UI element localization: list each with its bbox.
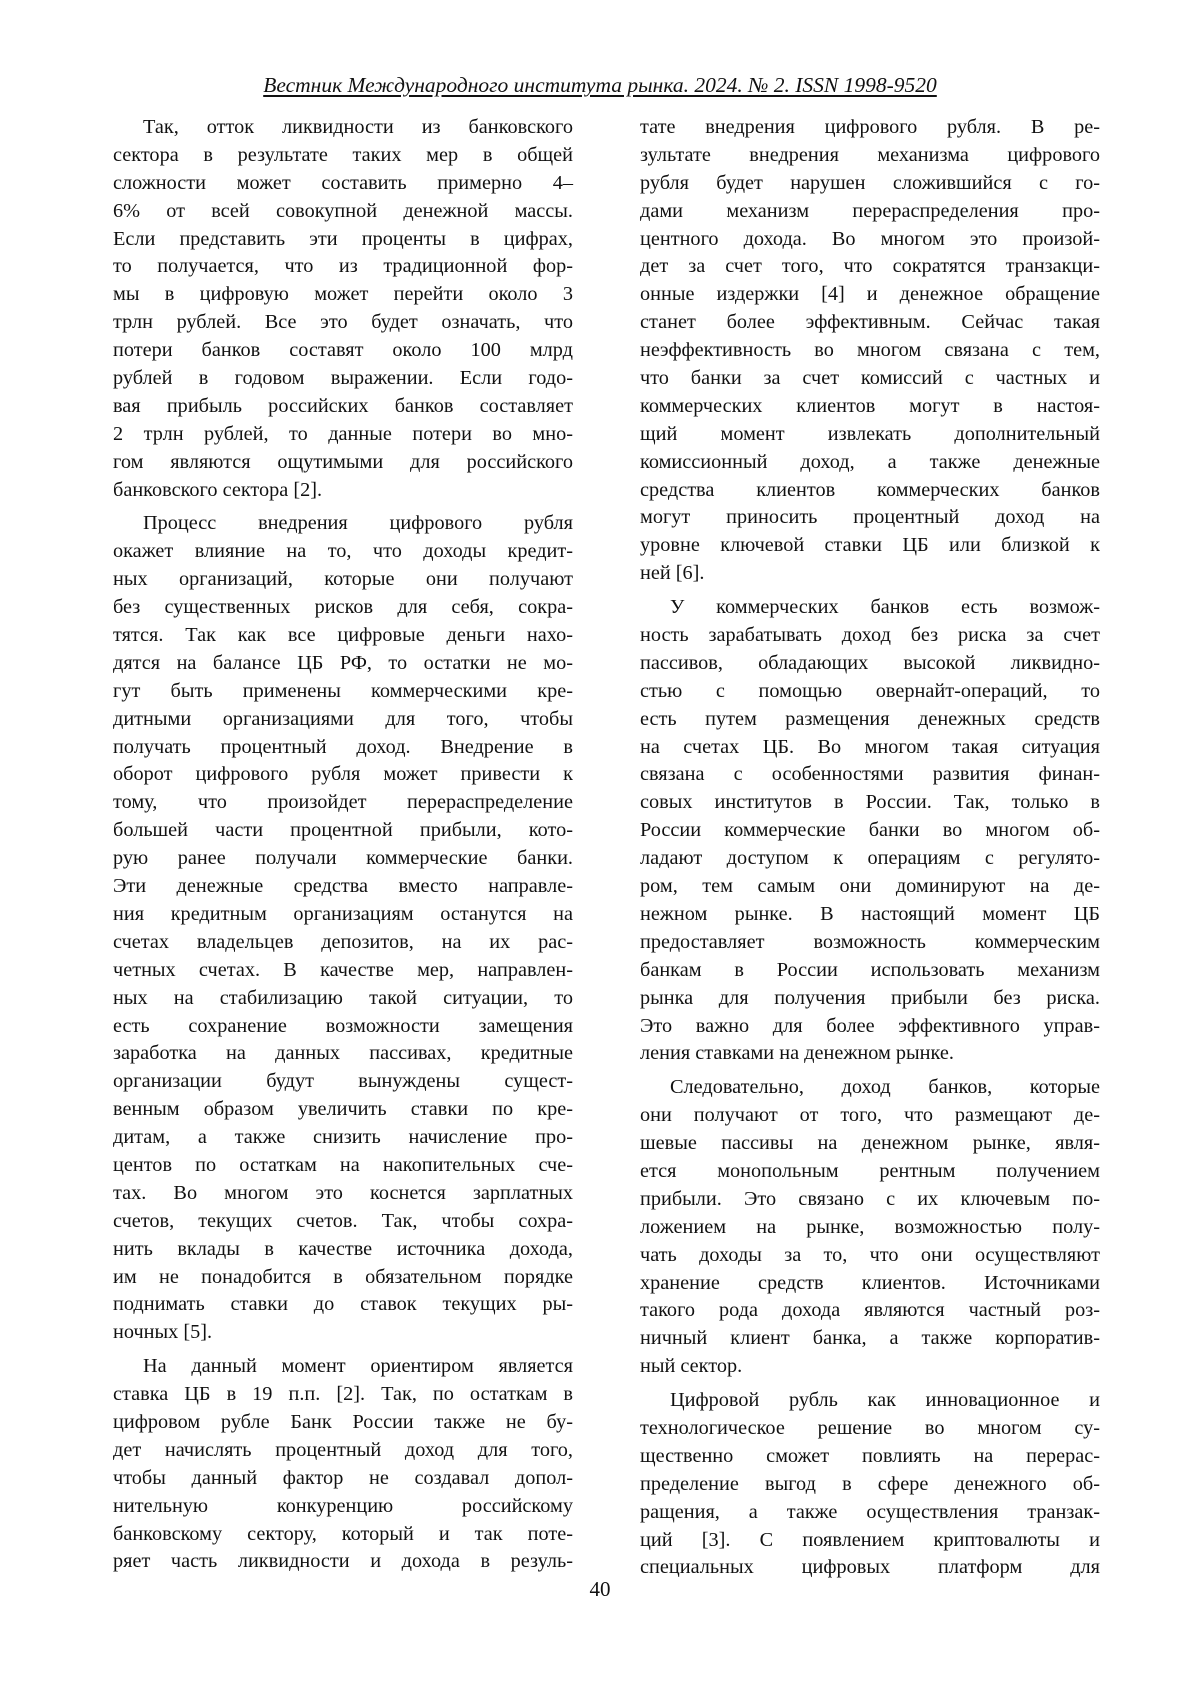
text-line: получать процентный доход. Внедрение в — [113, 735, 573, 758]
text-line: ных на стабилизацию такой ситуации, то — [113, 986, 573, 1009]
text-line: 6% от всей совокупной денежной массы. — [113, 199, 573, 222]
text-line: дитам, а также снизить начисление про- — [113, 1126, 573, 1149]
text-line: большей части процентной прибыли, кото- — [113, 819, 573, 842]
text-line: ложением на рынке, возможностью полу- — [640, 1215, 1100, 1238]
text-line: предоставляет возможность коммерческим — [640, 930, 1100, 953]
text-line: дами механизм перераспределения про- — [640, 199, 1100, 222]
paragraph — [113, 510, 573, 1347]
text-line: дятся на балансе ЦБ РФ, то остатки не мо- — [113, 651, 573, 674]
text-line: есть путем размещения денежных средств — [640, 707, 1100, 730]
text-line: сложности может составить примерно 4– — [113, 171, 573, 194]
text-line: сектора в результате таких мер в общей — [113, 143, 573, 166]
text-line: Это важно для более эффективного управ- — [640, 1014, 1100, 1037]
text-line: чать доходы за то, что они осуществляют — [640, 1243, 1100, 1266]
paragraph — [640, 114, 1100, 588]
text-line: дет начислять процентный доход для того, — [113, 1438, 573, 1461]
text-line: есть сохранение возможности замещения — [113, 1014, 573, 1037]
text-column-right — [640, 114, 1100, 1582]
text-line: центного дохода. Во многом это произой- — [640, 227, 1100, 250]
text-line: коммерческих клиентов могут в настоя- — [640, 394, 1100, 417]
text-line: Эти денежные средства вместо направле- — [113, 875, 573, 898]
page-number: 40 — [589, 1577, 611, 1601]
text-line: вая прибыль российских банков составляет — [113, 394, 573, 417]
text-line: пассивов, обладающих высокой ликвидно- — [640, 651, 1100, 674]
text-line: Так, отток ликвидности из банковского — [143, 116, 573, 138]
text-line: ставка ЦБ в 19 п.п. [2]. Так, по остаткам в — [113, 1383, 573, 1406]
text-line: нительную конкуренцию российскому — [113, 1494, 573, 1517]
paragraph — [640, 1074, 1100, 1381]
text-line: тате внедрения цифрового рубля. В ре- — [640, 116, 1100, 138]
text-line: тах. Во многом это коснется зарплатных — [113, 1181, 573, 1204]
text-line: рую ранее получали коммерческие банки. — [113, 847, 573, 870]
text-line: средства клиентов коммерческих банков — [640, 478, 1100, 501]
text-line: потери банков составят около 100 млрд — [113, 339, 573, 362]
text-line: неэффективность во многом связана с тем, — [640, 339, 1100, 362]
paragraph — [640, 1387, 1100, 1582]
text-line: банковского сектора [2]. — [113, 478, 323, 501]
text-line: У коммерческих банков есть возмож- — [670, 596, 1100, 619]
text-line: окажет влияние на то, что доходы кредит- — [113, 540, 573, 563]
text-line: пределение выгод в сфере денежного об- — [640, 1472, 1100, 1495]
text-line: банкам в России использовать механизм — [640, 958, 1100, 981]
text-line: могут приносить процентный доход на — [640, 506, 1100, 529]
text-line: комиссионный доход, а также денежные — [640, 450, 1100, 473]
text-line: гут быть применены коммерческими кре- — [113, 679, 573, 702]
text-line: станет более эффективным. Сейчас такая — [640, 311, 1100, 334]
text-line: онные издержки [4] и денежное обращение — [640, 283, 1100, 306]
text-line: рубля будет нарушен сложившийся с го- — [640, 171, 1100, 194]
paragraph — [113, 1353, 573, 1576]
text-line: прибыли. Это связано с их ключевым по- — [640, 1187, 1100, 1210]
text-line: организации будут вынуждены сущест- — [113, 1070, 573, 1093]
text-line: трлн рублей. Все это будет означать, что — [113, 311, 573, 334]
text-line: щий момент извлекать дополнительный — [640, 422, 1100, 445]
text-line: четных счетах. В качестве мер, направлен- — [113, 958, 573, 981]
text-line: совых институтов в России. Так, только в — [640, 791, 1100, 814]
text-line: ладают доступом к операциям с регулято- — [640, 847, 1100, 870]
text-line: что банки за счет комиссий с частных и — [640, 367, 1100, 390]
text-line: ней [6]. — [640, 562, 705, 585]
text-line: зультате внедрения механизма цифрового — [640, 143, 1100, 166]
text-line: такого рода дохода являются частный роз- — [640, 1299, 1100, 1322]
text-line: ряет часть ликвидности и дохода в резуль- — [113, 1550, 573, 1573]
text-line: ный сектор. — [640, 1355, 743, 1378]
text-line: ночных [5]. — [113, 1321, 213, 1344]
text-line: стью с помощью овернайт-операций, то — [640, 679, 1100, 702]
text-line: ничный клиент банка, а также корпоратив- — [640, 1327, 1100, 1350]
text-line: технологическое решение во многом су- — [640, 1416, 1100, 1439]
text-line: Процесс внедрения цифрового рубля — [143, 512, 573, 535]
text-line: щественно сможет повлиять на перерас- — [640, 1444, 1100, 1467]
text-line: на счетах ЦБ. Во многом такая ситуация — [640, 735, 1100, 758]
text-line: заработка на данных пассивах, кредитные — [113, 1042, 573, 1065]
text-line: хранение средств клиентов. Источниками — [640, 1271, 1100, 1294]
text-line: рынка для получения прибыли без риска. — [640, 986, 1100, 1009]
text-line: специальных цифровых платформ для — [640, 1556, 1100, 1579]
text-line: венным образом увеличить ставки по кре- — [113, 1098, 573, 1121]
text-line: ния кредитным организациям останутся на — [113, 902, 573, 925]
text-line: тятся. Так как все цифровые деньги нахо- — [113, 624, 573, 647]
text-line: ность зарабатывать доход без риска за счет — [640, 624, 1100, 647]
paragraph — [640, 594, 1100, 1068]
text-line: нить вклады в качестве источника дохода, — [113, 1237, 573, 1260]
text-line: гом являются ощутимыми для российского — [113, 450, 573, 473]
text-line: ций [3]. С появлением криптовалюты и — [640, 1528, 1100, 1551]
text-line: России коммерческие банки во многом об- — [640, 819, 1100, 842]
text-line: Цифровой рубль как инновационное и — [670, 1389, 1100, 1412]
text-line: дитными организациями для того, чтобы — [113, 707, 573, 730]
text-line: поднимать ставки до ставок текущих ры- — [113, 1293, 573, 1316]
text-line: рублей в годовом выражении. Если годо- — [113, 367, 573, 390]
text-line: На данный момент ориентиром является — [143, 1355, 573, 1378]
text-line: цифровом рубле Банк России также не бу- — [113, 1410, 573, 1433]
text-line: уровне ключевой ставки ЦБ или близкой к — [640, 534, 1100, 557]
text-line: центов по остаткам на накопительных сче- — [113, 1153, 573, 1176]
text-line: мы в цифровую может перейти около 3 — [113, 283, 573, 306]
text-line: связана с особенностями развития финан- — [640, 763, 1100, 786]
text-line: ращения, а также осуществления транзак- — [640, 1500, 1100, 1523]
text-line: счетах владельцев депозитов, на их рас- — [113, 930, 573, 953]
text-line: ется монопольным рентным получением — [640, 1159, 1100, 1182]
paragraph — [113, 114, 573, 504]
running-header: Вестник Международного института рынка. 2024. № 2. ISSN 1998-9520 — [263, 73, 937, 97]
text-line: без существенных рисков для себя, сокра- — [113, 596, 573, 619]
text-line: шевые пассивы на денежном рынке, явля- — [640, 1132, 1100, 1155]
text-line: ления ставками на денежном рынке. — [640, 1042, 954, 1065]
text-line: они получают от того, что размещают де- — [640, 1104, 1100, 1127]
text-line: чтобы данный фактор не создавал допол- — [113, 1466, 573, 1489]
text-line: им не понадобится в обязательном порядке — [113, 1265, 573, 1288]
text-line: тому, что произойдет перераспределение — [113, 791, 573, 814]
text-line: банковскому сектору, который и так поте- — [113, 1522, 573, 1545]
text-line: Следовательно, доход банков, которые — [670, 1076, 1100, 1099]
text-line: ром, тем самым они доминируют на де- — [640, 875, 1100, 898]
text-column-left — [113, 114, 573, 1576]
text-line: ных организаций, которые они получают — [113, 568, 573, 591]
text-line: то получается, что из традиционной фор- — [113, 255, 573, 278]
text-line: 2 трлн рублей, то данные потери во мно- — [113, 422, 573, 445]
text-line: Если представить эти проценты в цифрах, — [113, 227, 573, 250]
text-line: дет за счет того, что сократятся транзакци- — [640, 255, 1100, 278]
text-line: счетов, текущих счетов. Так, чтобы сохра- — [113, 1209, 573, 1232]
text-line: оборот цифрового рубля может привести к — [113, 763, 573, 786]
text-line: нежном рынке. В настоящий момент ЦБ — [640, 902, 1100, 925]
